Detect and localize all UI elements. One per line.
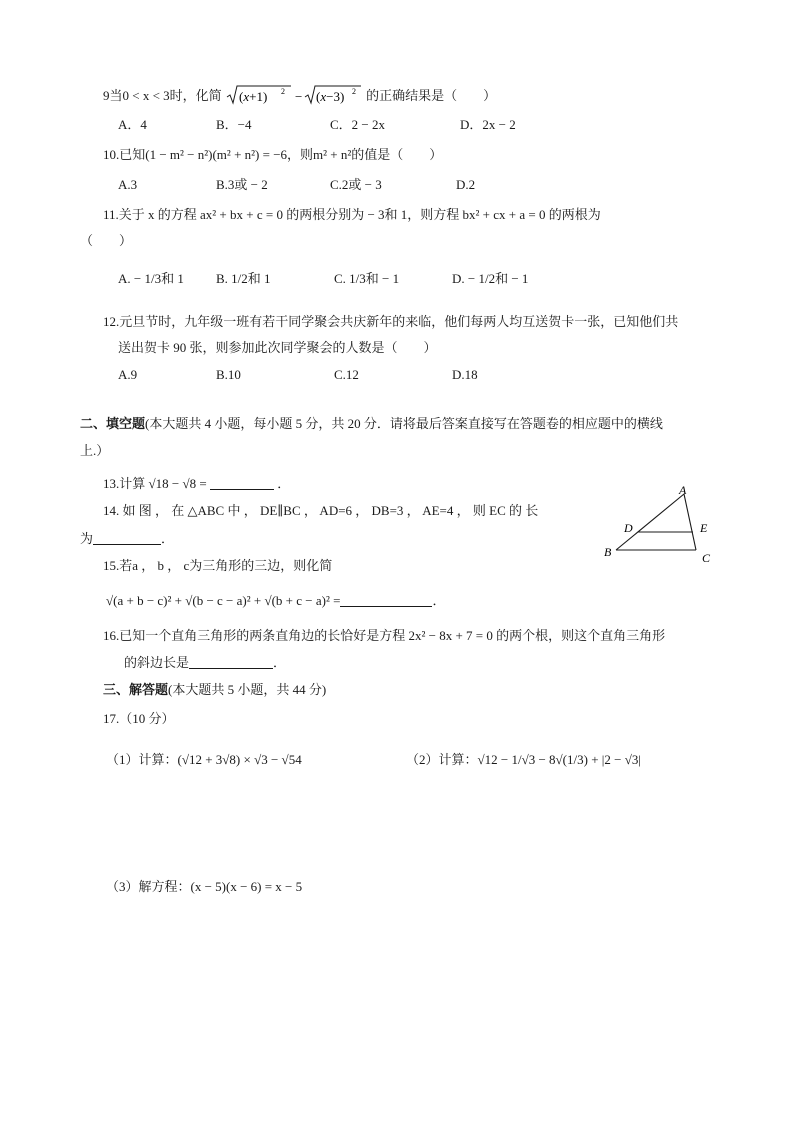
q17-part1: （1）计算：(√12 + 3√8) × √3 − √54 [106, 752, 302, 767]
svg-text:−: − [294, 89, 303, 104]
q14-tail: ． [161, 531, 175, 546]
q10-option-a: A.3 [118, 177, 138, 192]
figure-label-d: D [624, 521, 633, 535]
figure-label-c: C [702, 551, 711, 565]
q11-line2: （ ） [80, 233, 133, 248]
q9-radical-expr [225, 83, 363, 107]
q16-answer-blank[interactable] [189, 656, 273, 669]
section2-heading [80, 415, 663, 433]
q9-option-a: A．4 [118, 117, 147, 132]
q10-stem: 10.已知(1 − m² − n²)(m² + n²) = −6，则m² + n²的值是（ ） [103, 147, 443, 162]
section2-title: 二、填空题 [80, 416, 146, 431]
q10-option-c: C.2或 − 3 [330, 177, 382, 192]
q13 [103, 475, 290, 493]
q15-tail: ． [432, 593, 446, 608]
svg-text:2: 2 [351, 87, 356, 96]
triangle-figure [600, 484, 720, 568]
q12-line2: 送出贺卡 90 张，则参加此次同学聚会的人数是（ ） [118, 340, 437, 355]
q9-tail: 的正确结果是（ ） [366, 88, 497, 103]
figure-label-e: E [700, 521, 708, 535]
q11-option-c: C. 1/3和 − 1 [334, 271, 400, 286]
q13-answer-blank[interactable] [210, 477, 274, 490]
q14-answer-blank[interactable] [93, 532, 161, 545]
q10-option-d: D.2 [456, 177, 476, 192]
q17-part3: （3）解方程：(x − 5)(x − 6) = x − 5 [106, 879, 303, 894]
q14-line2 [80, 530, 174, 548]
q17-header: 17.（10 分） [103, 711, 175, 726]
q16-line2-text: 的斜边长是 [124, 655, 190, 670]
q11-option-d: D. − 1/2和 − 1 [452, 271, 529, 286]
q13-tail: ． [277, 476, 291, 491]
q14-line1: 14. 如 图 ， 在 △ABC 中 ， DE∥BC ， AD=6 ， DB=3 ， AE=4 ， 则 EC 的 长 [103, 503, 539, 518]
section2-line2: 上.） [80, 443, 110, 458]
q17-part2: （2）计算：√12 − 1/√3 − 8√(1/3) + |2 − √3| [406, 752, 641, 767]
q11-line1: 11.关于 x 的方程 ax² + bx + c = 0 的两根分别为 − 3和 1，则方程 bx² + cx + a = 0 的两根为 [103, 207, 601, 222]
q11-option-a: A. − 1/3和 1 [118, 271, 184, 286]
q16-line2 [124, 654, 286, 672]
q15-line2 [106, 592, 445, 610]
svg-text:(x−3): (x−3) [315, 89, 345, 104]
q13-text: 13.计算 √18 − √8 = [103, 476, 207, 491]
figure-label-a: A [679, 484, 687, 497]
q10-option-b: B.3或 − 2 [216, 177, 268, 192]
q15-line1: 15.若a ， b ， c为三角形的三边，则化简 [103, 558, 333, 573]
q9-option-d: D．2x − 2 [460, 117, 516, 132]
section3-heading [103, 681, 326, 699]
section2-desc: (本大题共 4 小题，每小题 5 分，共 20 分．请将最后答案直接写在答题卷的相应题中的横线 [145, 416, 663, 431]
q12-option-b: B.10 [216, 367, 241, 382]
q11-option-b: B. 1/2和 1 [216, 271, 271, 286]
q12-line1: 12.元旦节时，九年级一班有若干同学聚会共庆新年的来临，他们每两人均互送贺卡一张，已知他们共 [103, 314, 679, 329]
section3-title: 三、解答题 [103, 682, 169, 697]
q9-option-c: C．2 − 2x [330, 117, 386, 132]
q9-stem-text: 9当0 < x < 3时，化简 [103, 88, 222, 103]
q9-stem [103, 83, 496, 107]
q12-option-a: A.9 [118, 367, 138, 382]
figure-label-b: B [604, 545, 612, 559]
q15-answer-blank[interactable] [340, 594, 432, 607]
section3-desc: (本大题共 5 小题，共 44 分) [168, 682, 327, 697]
svg-text:(x+1): (x+1) [238, 89, 268, 104]
q16-tail: ． [273, 655, 287, 670]
svg-text:2: 2 [280, 87, 285, 96]
q9-option-b: B．−4 [216, 117, 252, 132]
q15-expr: √(a + b − c)² + √(b − c − a)² + √(b + c − a)² = [106, 593, 341, 608]
q12-option-c: C.12 [334, 367, 359, 382]
q16-line1: 16.已知一个直角三角形的两条直角边的长恰好是方程 2x² − 8x + 7 = 0 的两个根，则这个直角三角形 [103, 628, 666, 643]
q12-option-d: D.18 [452, 367, 478, 382]
q14-line2-text: 为 [80, 531, 94, 546]
